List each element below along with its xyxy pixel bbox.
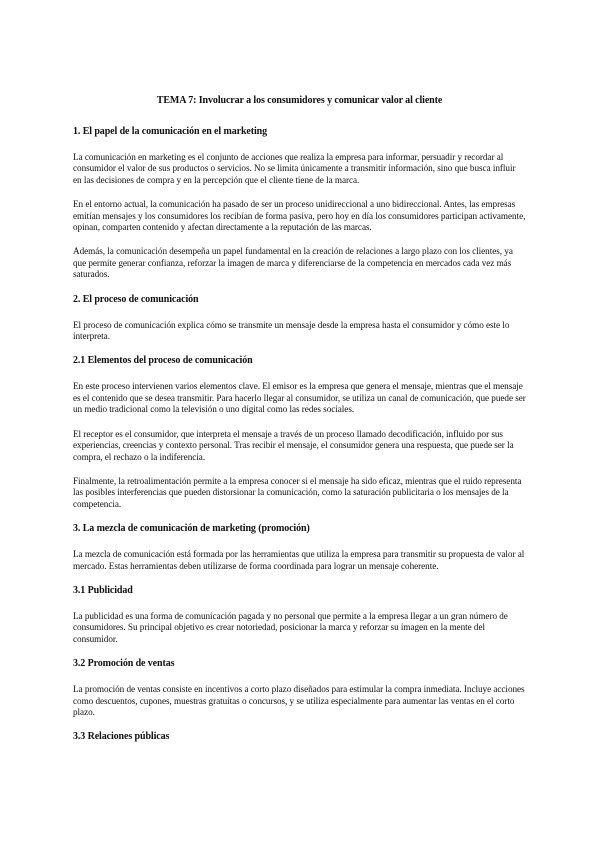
section-heading: 2.1 Elementos del proceso de comunicación — [73, 355, 253, 367]
paragraph: Finalmente, la retroalimentación permite a la empresa conocer si el mensaje ha sido eficaz, mientras que el ruido representa las posibles interferencias que pueden distorsionar la comunicación, como la saturación publicitaria o los mensajes de la competencia. — [73, 475, 522, 509]
paragraph: La promoción de ventas consiste en incentivos a corto plazo diseñados para estimular la compra inmediata. Incluye acciones como descuentos, cupones, muestras gratuitas o concursos, y se utiliza especialmente para aumentar las ventas en el corto plazo. — [73, 684, 525, 717]
paragraph: En este proceso intervienen varios elementos clave. El emisor es la empresa que genera el mensaje, mientras que el mensaje es el contenido que se desea transmitir. Para hacerlo llegar al consumidor, se utiliza un canal de comunicación, que puede ser un medio tradicional como la televisión o uno digital como las redes sociales. — [73, 381, 526, 415]
document-title: TEMA 7: Involucrar a los consumidores y comunicar valor al cliente — [156, 95, 443, 106]
section-2-1 — [73, 355, 526, 510]
paragraph: En el entorno actual, la comunicación ha pasado de ser un proceso unidireccional a uno bidireccional. Antes, las empresas emitían mensajes y los consumidores los recibían de forma pasiva, pero hoy en día los consumidores participan activamente, opinan, comparten contenido y afectan directamente a la reputación de las marcas. — [73, 199, 526, 233]
paragraph: El proceso de comunicación explica cómo se transmite un mensaje desde la empresa hasta el consumidor y cómo este lo interpreta. — [73, 319, 510, 342]
section-heading: 3.2 Promoción de ventas — [73, 658, 175, 670]
paragraph: El receptor es el consumidor, que interpreta el mensaje a través de un proceso llamado decodificación, influido por sus experiencias, creencias y contexto personal. Tras recibir el mensaje, el consumidor genera una respuesta, que puede ser la compra, el rechazo o la indiferencia. — [73, 428, 514, 462]
section-3-2 — [73, 658, 526, 718]
paragraph: La mezcla de comunicación está formada por las herramientas que utiliza la empresa para transmitir su propuesta de valor al mercado. Estas herramientas deben utilizarse de forma coordinada para lograr un mensaje coherente. — [73, 549, 525, 571]
section-heading: 2. El proceso de comunicación — [73, 293, 199, 305]
paragraph: La publicidad es una forma de comunicación pagada y no personal que permite a la empresa llegar a un gran número de consumidores. Su principal objetivo es crear notoriedad, posicionar la marca y reforzar su imagen en la mente del consumidor. — [73, 610, 508, 644]
section-1 — [73, 126, 526, 281]
section-2 — [73, 294, 526, 343]
section-heading: 3.1 Publicidad — [73, 584, 133, 596]
section-3-1 — [73, 585, 526, 645]
paragraph: Además, la comunicación desempeña un papel fundamental en la creación de relaciones a largo plazo con los clientes, ya que permite generar confianza, reforzar la imagen de marca y diferenciarse de la competencia en mercados cada vez más saturados. — [73, 246, 513, 280]
paragraph: La comunicación en marketing es el conjunto de acciones que realiza la empresa para informar, persuadir y recordar al consumidor el valor de sus productos o servicios. No se limita únicamente a transmitir información, sino que busca influir en las decisiones de compra y en la percepción que el cliente tiene de la marca. — [73, 152, 516, 185]
section-heading: 3. La mezcla de comunicación de marketing (promoción) — [73, 523, 310, 535]
section-3-3 — [73, 731, 526, 742]
section-heading: 1. El papel de la comunicación en el marketing — [73, 126, 268, 137]
section-heading: 3.3 Relaciones públicas — [73, 731, 170, 743]
section-3 — [73, 523, 526, 572]
